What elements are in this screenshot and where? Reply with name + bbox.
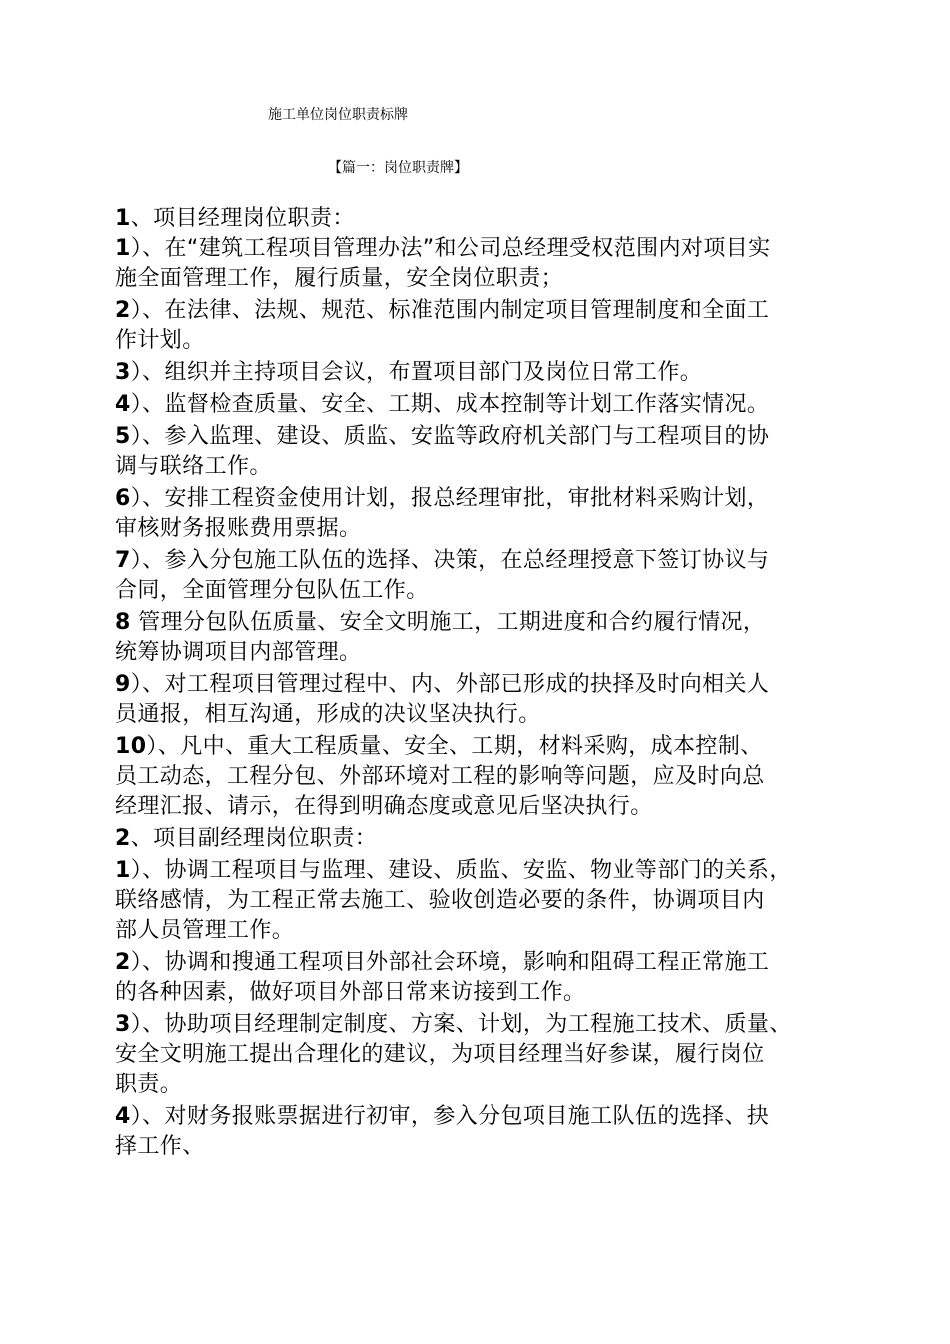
text-line: 2、项目副经理岗位职责： [115, 826, 378, 851]
item-number: 8 [115, 610, 131, 635]
text-line: 择工作、 [115, 1134, 205, 1159]
text-line: 2）、在法律、法规、规范、标准范围内制定项目管理制度和全面工 [115, 298, 770, 323]
text-line: 10）、凡中、重大工程质量、安全、工期，材料采购，成本控制、 [115, 734, 763, 759]
item-number: 1 [115, 858, 131, 883]
item-number: 1 [115, 236, 131, 261]
text-line: 员通报，相互沟通，形成的决议坚决执行。 [115, 702, 541, 727]
text-line: 1）、协调工程项目与监理、建设、质监、安监、物业等部门的关系， [115, 858, 792, 883]
item-number: 2 [115, 950, 131, 975]
item-number: 6 [115, 486, 131, 511]
text-line: 7）、参入分包施工队伍的选择、决策，在总经理授意下签订协议与 [115, 548, 770, 573]
text-line: 作计划。 [115, 328, 205, 353]
item-number: 1 [115, 206, 131, 231]
item-number: 4 [115, 1104, 131, 1129]
text-line: 合同，全面管理分包队伍工作。 [115, 578, 429, 603]
item-number: 9 [115, 672, 131, 697]
text-line: 2）、协调和搜通工程项目外部社会环境，影响和阻碍工程正常施工 [115, 950, 770, 975]
text-line: 3）、协助项目经理制定制度、方案、计划，为工程施工技术、质量、 [115, 1012, 792, 1037]
text-line: 8 管理分包队伍质量、安全文明施工，工期进度和合约履行情况， [115, 610, 766, 635]
text-line: 安全文明施工提出合理化的建议，为项目经理当好参谋，履行岗位 [115, 1042, 765, 1067]
text-line: 统筹协调项目内部管理。 [115, 640, 362, 665]
text-line: 施全面管理工作，履行质量，安全岗位职责； [115, 266, 564, 291]
item-number: 4 [115, 392, 131, 417]
item-number: 7 [115, 548, 131, 573]
text-line: 调与联络工作。 [115, 454, 272, 479]
document-body [115, 204, 845, 1162]
document-subtitle: 【篇一：岗位职责牌】 [328, 160, 468, 176]
text-line: 5）、参入监理、建设、质监、安监等政府机关部门与工程项目的协 [115, 424, 770, 449]
text-line: 3）、组织并主持项目会议，布置项目部门及岗位日常工作。 [115, 360, 703, 385]
text-line: 职责。 [115, 1072, 183, 1097]
text-line: 部人员管理工作。 [115, 918, 295, 943]
text-line: 1、项目经理岗位职责： [115, 206, 355, 231]
item-number: 2 [115, 298, 131, 323]
text-line: 6）、安排工程资金使用计划，报总经理审批，审批材料采购计划， [115, 486, 770, 511]
text-line: 员工动态，工程分包、外部环境对工程的影响等问题，应及时向总 [115, 764, 765, 789]
text-line: 4）、监督检查质量、安全、工期、成本控制等计划工作落实情况。 [115, 392, 770, 417]
text-line: 4）、对财务报账票据进行初审，参入分包项目施工队伍的选择、抉 [115, 1104, 770, 1129]
item-number: 3 [115, 360, 131, 385]
item-number: 3 [115, 1012, 131, 1037]
text-line: 9）、对工程项目管理过程中、内、外部已形成的抉择及时向相关人 [115, 672, 770, 697]
text-line: 的各种因素，做好项目外部日常来访接到工作。 [115, 980, 586, 1005]
item-number: 2 [115, 826, 131, 851]
text-line: 联络感情，为工程正常去施工、验收创造必要的条件，协调项目内 [115, 888, 765, 913]
text-line: 经理汇报、请示，在得到明确态度或意见后坚决执行。 [115, 794, 653, 819]
document-title: 施工单位岗位职责标牌 [268, 107, 408, 123]
text-line: 审核财务报账费用票据。 [115, 516, 362, 541]
text-line: 1）、在“建筑工程项目管理办法”和公司总经理受权范围内对项目实 [115, 236, 771, 261]
item-number: 5 [115, 424, 131, 449]
item-number: 10 [115, 734, 147, 759]
